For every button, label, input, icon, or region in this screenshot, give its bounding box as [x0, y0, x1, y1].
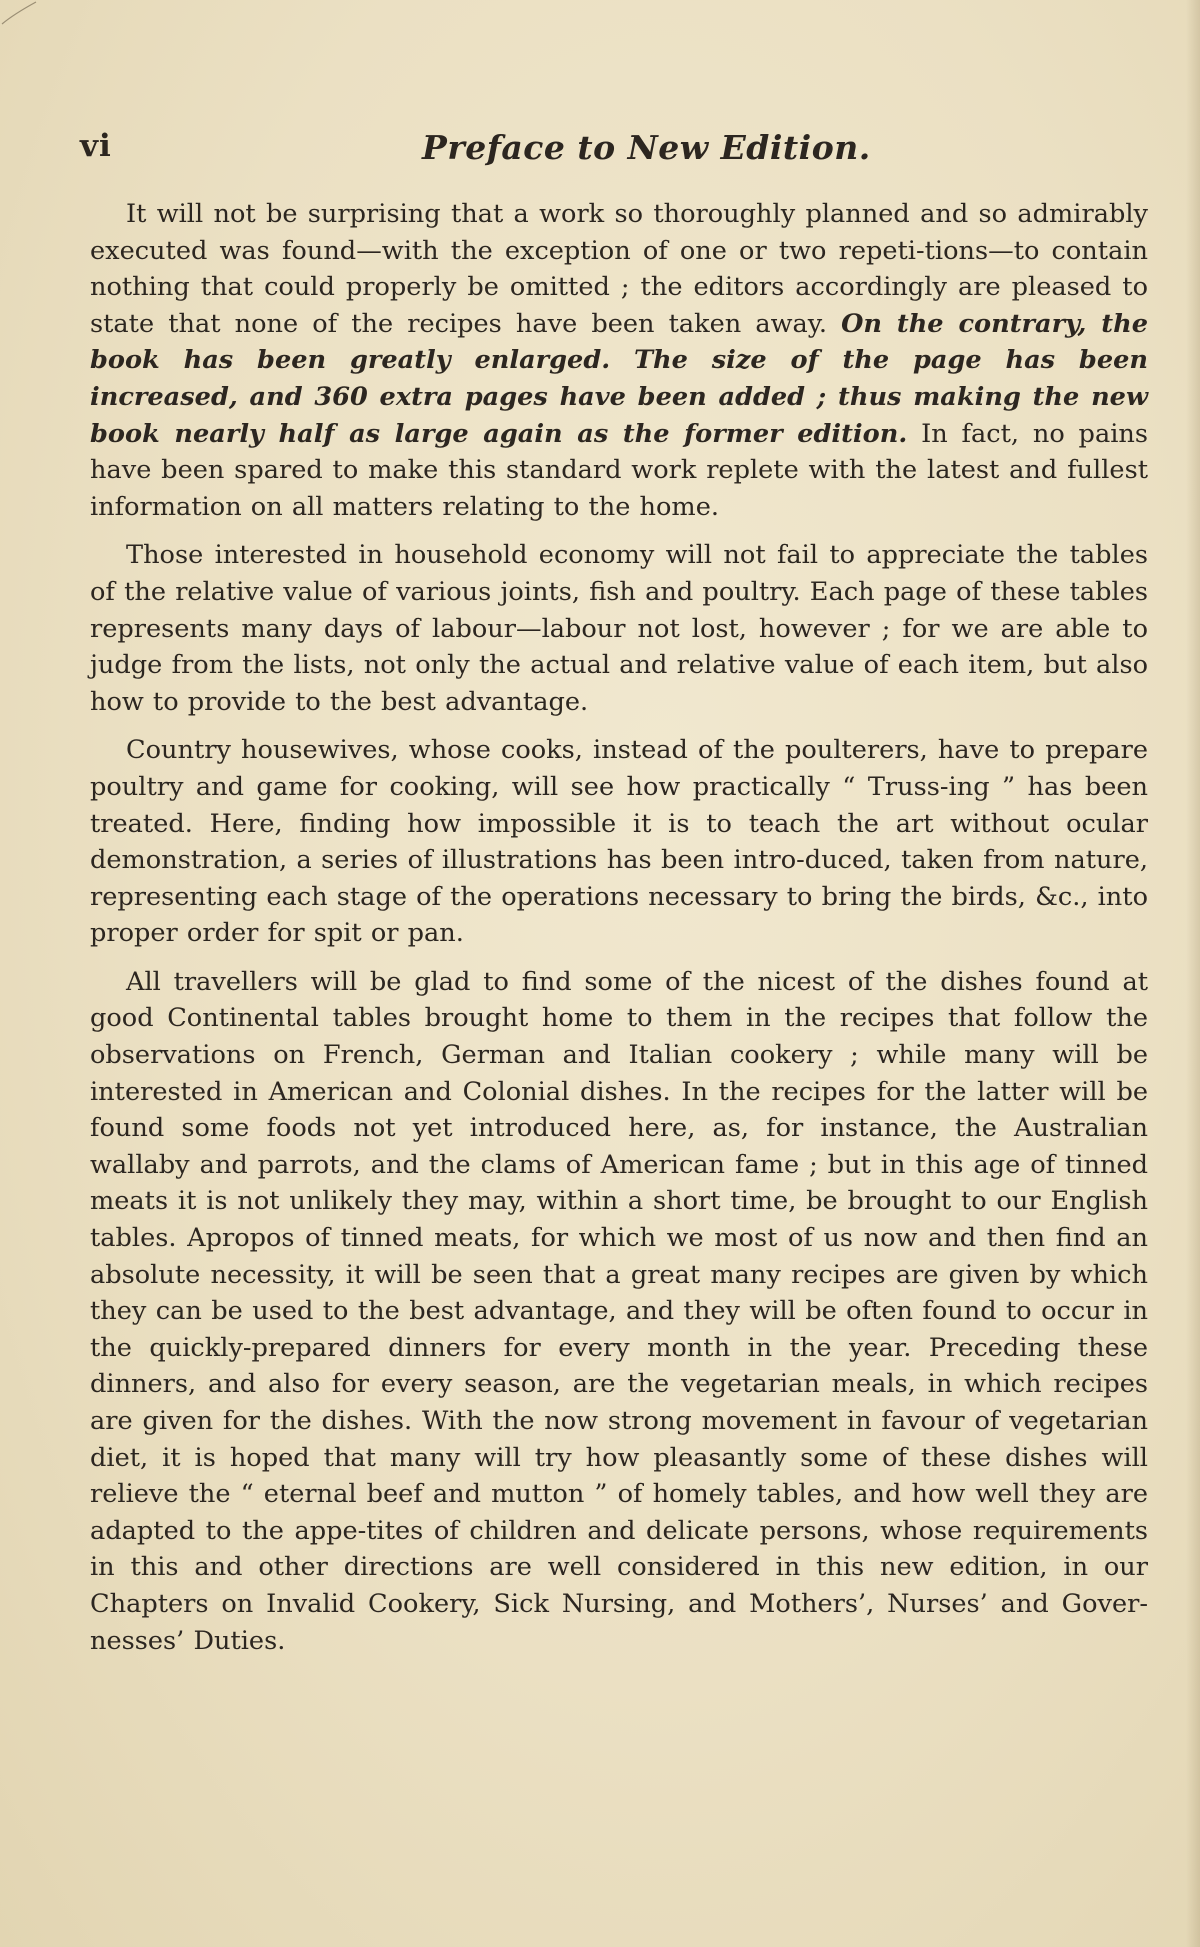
paragraph-4: All travellers will be glad to find some of the nicest of the dishes found at good Continental tables brought home to them in the recipes that follow the observations on French, German and Italian cookery ; while many will be interested in American and Colonial dishes. In the recipes for the latter will be found some foods not yet introduced here, as, for instance, the Australian wallaby and parrots, and the clams of American fame ; but in this age of tinned meats it is not unlikely they may, within a short time, be brought to our English tables. Apropos of tinned meats, for which we most of us now and then find an absolute necessity, it will be seen that a great many recipes are given by which they can be used to the best advantage, and they will be often found to occur in the quickly-prepared dinners for every month in the year. Preceding these dinners, and also for every season, are the vegetarian meals, in which recipes are given for the dishes. With the now strong movement in favour of vegetarian diet, it is hoped that many will try how pleasantly some of these dishes will relieve the “ eternal beef and mutton ” of homely tables, and how well they are adapted to the appe-tites of children and delicate persons, whose requirements in this and other directions are well considered in this new edition, in our Chapters on Invalid Cookery, Sick Nursing, and Mothers’, Nurses’ and Gover-nesses’ Duties. [90, 966, 1148, 1656]
paragraph-3: Country housewives, whose cooks, instead of the poulterers, have to prepare poultry and game for cooking, will see how practically “ Truss-ing ” has been treated. Here, finding how impossible it is to teach the art without ocular demonstration, a series of illustrations has been intro-duced, taken from nature, representing each stage of the operations necessary to bring the birds, &c., into proper order for spit or pan. [90, 735, 1148, 949]
paragraph-1-text-end: In fact, no pains have been spared to make this standard work replete with the latest and fullest information on all matters relating to the home. [90, 418, 1149, 522]
body-text [90, 196, 1148, 1659]
paragraph-1-emphasis: On the contrary, the book has been greatly enlarged. The size of the page has been increased, and 360 extra pages have been added ; thus making the new book nearly half as large again as the former edition. [90, 308, 1149, 449]
paragraph-2: Those interested in household economy will not fail to appreciate the tables of the relative value of various joints, fish and poultry. Each page of these tables represents many days of labour—labour not lost, however ; for we are able to judge from the lists, not only the actual and relative value of each item, but also how to provide to the best advantage. [90, 540, 1148, 717]
page-number: vi [80, 128, 112, 164]
page-header [80, 128, 1140, 174]
page-edge-shadow [1186, 0, 1200, 1947]
paragraph-1 [90, 196, 1148, 525]
running-head: Preface to New Edition. [422, 128, 871, 167]
paragraph-1-text-start: It will not be surprising that a work so thoroughly planned and so admirably executed was found—with the exception of one or two repeti-tions—to contain nothing that could properly be omitted ; the editors accordingly are pleased to state that none of the recipes have been taken away. [90, 199, 1148, 339]
pencil-mark [0, 0, 40, 26]
